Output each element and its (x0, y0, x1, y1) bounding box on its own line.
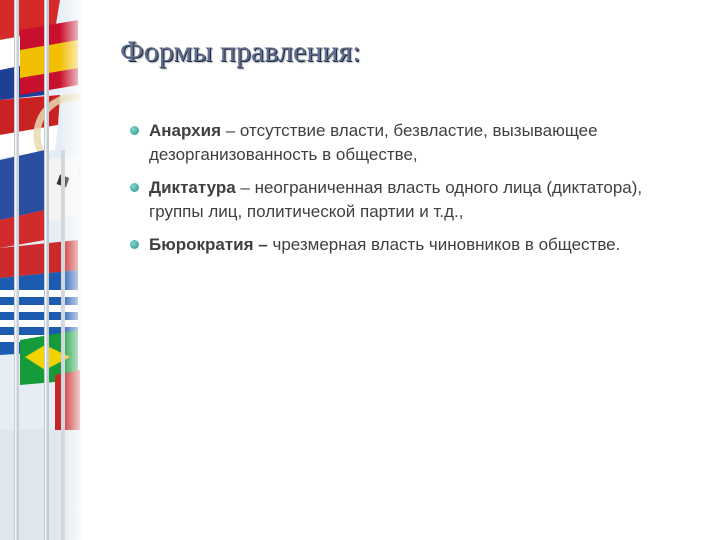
term-anarchy: Анархия (149, 121, 226, 140)
bullet-list (127, 119, 697, 266)
term-dictatorship: Диктатура (149, 178, 236, 197)
bullet-item (127, 176, 697, 224)
strip-fade (60, 0, 82, 540)
term-bureaucracy: Бюрократия – (149, 235, 268, 254)
definition-text: – отсутствие власти, безвластие, вызывающее дезорганизованность в обществе, (149, 121, 598, 164)
bullet-dot-icon (130, 126, 139, 135)
flags-decoration (0, 0, 82, 540)
slide-title: Формы правления: (120, 35, 361, 68)
bullet-dot-icon (130, 183, 139, 192)
bullet-item (127, 119, 697, 167)
bullet-item (127, 233, 697, 257)
bullet-dot-icon (130, 240, 139, 249)
definition-text: чрезмерная власть чиновников в обществе. (267, 235, 621, 254)
definition-text: – неограниченная власть одного лица (диктатора), группы лиц, политической партии и т.д., (149, 178, 643, 221)
